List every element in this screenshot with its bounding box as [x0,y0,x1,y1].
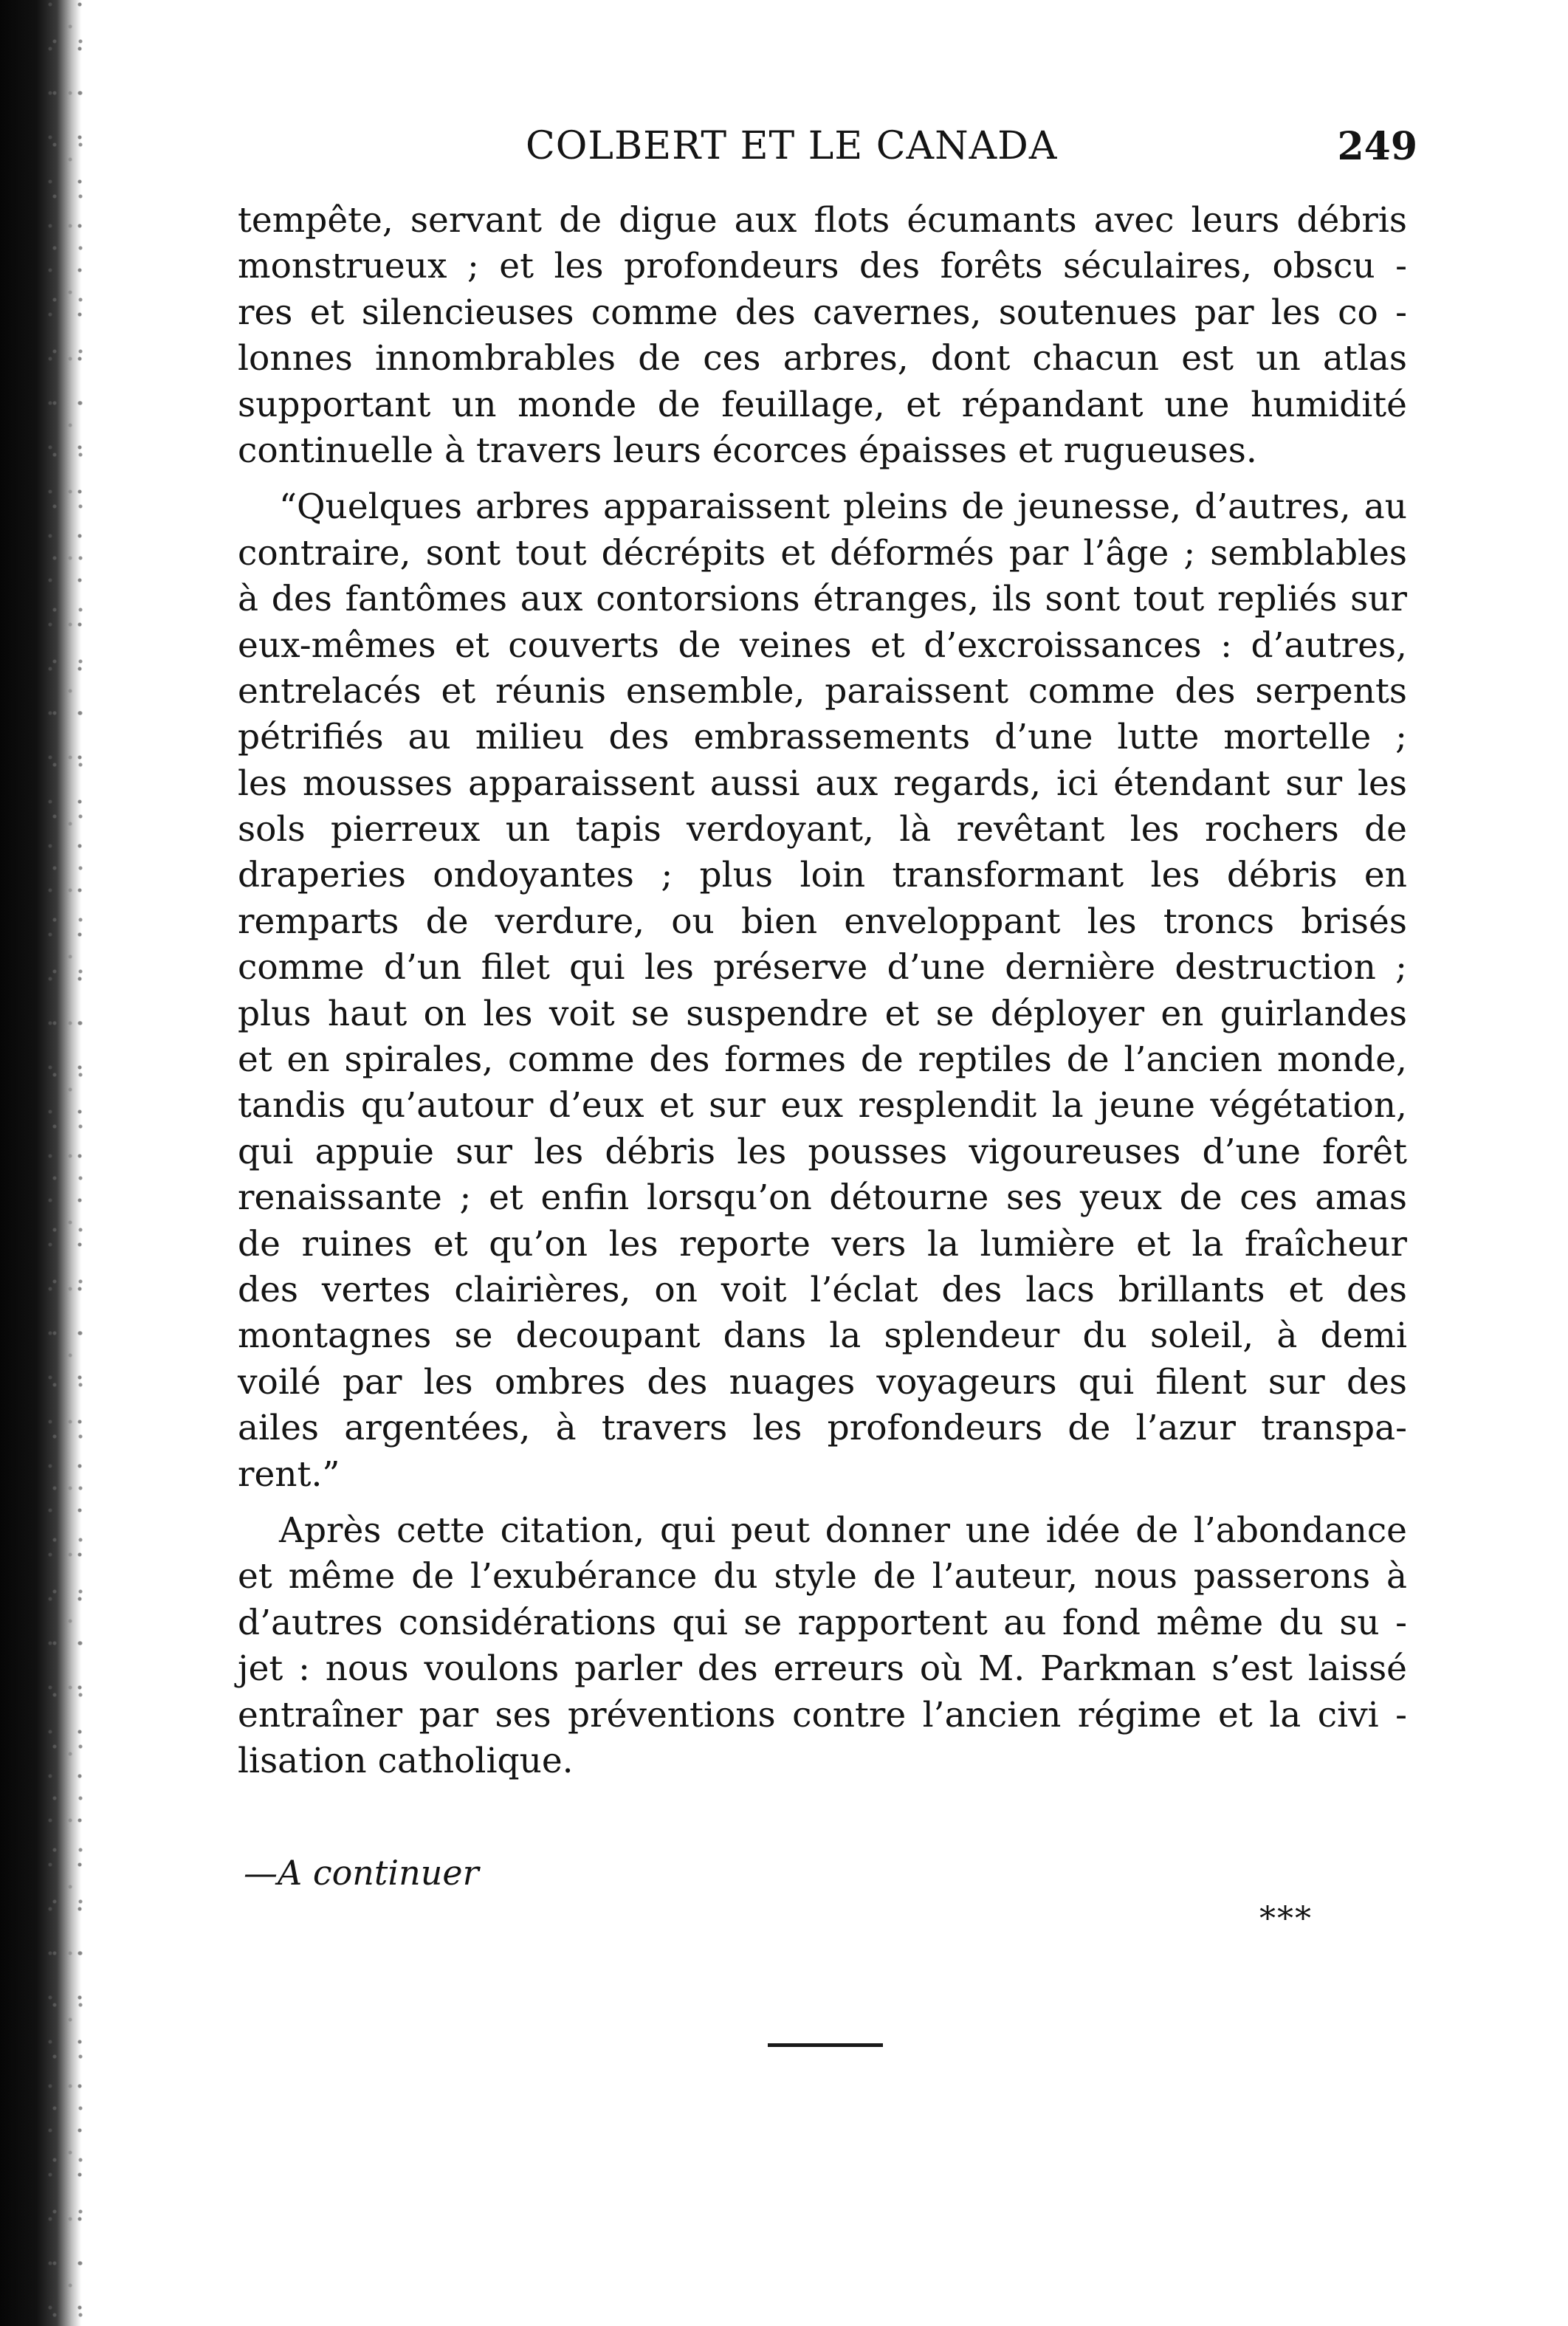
text-line: montagnes se decoupant dans la splendeur du soleil, à demi [238,1315,1407,1357]
text-line: voilé par les ombres des nuages voyageurs qui filent sur des [238,1361,1407,1403]
continuation-note: —A continuer [244,1853,479,1893]
section-marker: *** [1259,1900,1313,1938]
text-line: supportant un monde de feuillage, et répandant une humidité [238,384,1407,425]
paragraph-1 [238,198,1407,474]
text-line: “Quelques arbres apparaissent pleins de jeunesse, d’autres, au [279,486,1407,528]
text-line: et même de l’exubérance du style de l’auteur, nous passerons à [238,1556,1407,1597]
text-line: lisation catholique. [238,1740,574,1781]
text-line: des vertes clairières, on voit l’éclat des lacs brillants et des [238,1269,1407,1310]
text-line: monstrueux ; et les profondeurs des forêts séculaires, obscu - [238,246,1407,287]
text-line: tandis qu’autour d’eux et sur eux resplendit la jeune végétation, [238,1085,1407,1126]
text-line: draperies ondoyantes ; plus loin transformant les débris en [238,855,1407,896]
text-line: comme d’un filet qui les préserve d’une dernière destruction ; [238,947,1407,988]
paragraph-spacing [238,1498,1407,1508]
text-line: tempête, servant de digue aux flots écumants avec leurs débris [238,200,1407,241]
text-line: remparts de verdure, ou bien enveloppant les troncs brisés [238,901,1407,942]
text-line: pétrifiés au milieu des embrassements d’une lutte mortelle ; [238,717,1407,758]
paragraph-3 [238,1508,1407,1784]
text-line: sols pierreux un tapis verdoyant, là revêtant les rochers de [238,809,1407,850]
text-line: rent.” [238,1453,340,1495]
text-line: eux-mêmes et couverts de veines et d’excroissances : d’autres, [238,624,1407,666]
text-line: plus haut on les voit se suspendre et se déployer en guirlandes [238,993,1407,1034]
end-rule-divider [768,2043,883,2047]
paragraph-spacing [238,474,1407,484]
text-line: d’autres considérations qui se rapportent au fond même du su - [238,1602,1407,1643]
text-line: Après cette citation, qui peut donner une idée de l’abondance [279,1510,1407,1551]
binding-scan-noise [44,0,96,2326]
text-line: de ruines et qu’on les reporte vers la lumière et la fraîcheur [238,1223,1407,1264]
running-head [236,124,1417,183]
text-line: à des fantômes aux contorsions étranges, ils sont tout repliés sur [238,579,1407,620]
running-title: COLBERT ET LE CANADA [526,124,1058,168]
body-text [238,198,1407,1784]
paragraph-2 [238,484,1407,1498]
text-line: entrelacés et réunis ensemble, paraissent comme des serpents [238,670,1407,712]
text-line: continuelle à travers leurs écorces épaisses et rugueuses. [238,430,1257,471]
text-line: lonnes innombrables de ces arbres, dont chacun est un atlas [238,338,1407,379]
text-line: contraire, sont tout décrépits et déformés par l’âge ; semblables [238,532,1407,574]
text-line: entraîner par ses préventions contre l’ancien régime et la civi - [238,1694,1407,1735]
text-line: qui appuie sur les débris les pousses vigoureuses d’une forêt [238,1131,1407,1172]
text-line: et en spirales, comme des formes de reptiles de l’ancien monde, [238,1039,1407,1081]
text-line: ailes argentées, à travers les profondeurs de l’azur transpa- [238,1408,1407,1449]
text-line: renaissante ; et enfin lorsqu’on détourne ses yeux de ces amas [238,1177,1407,1219]
page-number: 249 [1337,124,1417,169]
text-line: res et silencieuses comme des cavernes, soutenues par les co - [238,292,1407,333]
text-line: les mousses apparaissent aussi aux regards, ici étendant sur les [238,763,1407,804]
text-line: jet : nous voulons parler des erreurs où M. Parkman s’est laissé [238,1648,1407,1690]
